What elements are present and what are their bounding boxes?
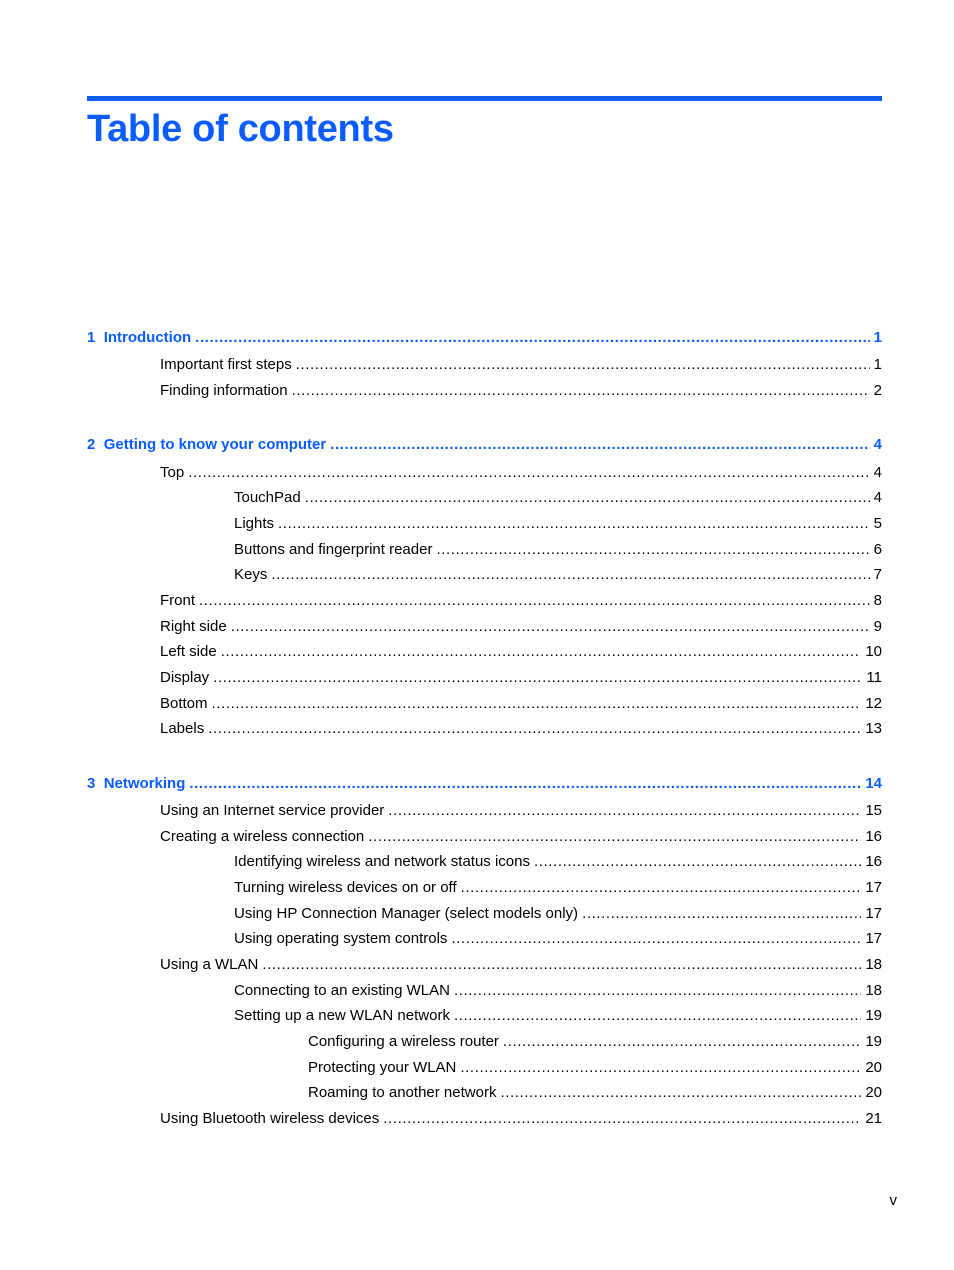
leader-dots (292, 380, 870, 402)
toc-entry[interactable] (234, 903, 882, 925)
leader-dots (451, 928, 861, 950)
toc-page-number: 1 (873, 356, 882, 373)
leader-dots (278, 513, 870, 535)
toc-entry-title: Turning wireless devices on or off (234, 879, 457, 896)
toc-entry-title: Introduction (103, 329, 192, 346)
toc-page-number: 20 (865, 1084, 882, 1101)
toc-entry[interactable] (234, 487, 882, 509)
toc-entry-title: Finding information (160, 382, 288, 399)
toc-entry-title: Display (160, 669, 210, 686)
leader-dots (368, 826, 861, 848)
toc-entry-title: Using HP Connection Manager (select models only) (234, 905, 579, 922)
toc-entry-title: Front (160, 592, 196, 609)
leader-dots (383, 1108, 861, 1130)
toc-page-number: 21 (865, 1110, 882, 1127)
toc-entry-title: Keys (234, 566, 268, 583)
leader-dots (208, 718, 861, 740)
leader-dots (582, 903, 861, 925)
toc-entry[interactable] (234, 539, 882, 561)
leader-dots (454, 1005, 861, 1027)
toc-entry-title: Setting up a new WLAN network (234, 1007, 450, 1024)
toc-entry-title: Lights (234, 515, 275, 532)
toc-entry-title: Left side (160, 643, 217, 660)
toc-entry[interactable] (234, 980, 882, 1002)
toc-page-number: 10 (865, 643, 882, 660)
toc-chapter[interactable] (87, 327, 882, 349)
toc-chapter[interactable] (87, 434, 882, 456)
toc-page-number: 17 (865, 879, 882, 896)
toc-entry[interactable] (234, 564, 882, 586)
leader-dots (262, 954, 861, 976)
toc-page-number: 16 (865, 828, 882, 845)
toc-entry-title: Networking (103, 775, 186, 792)
toc-entry[interactable] (160, 800, 882, 822)
toc-entry-title: Configuring a wireless router (308, 1033, 499, 1050)
toc-entry-title: Connecting to an existing WLAN (234, 982, 450, 999)
leader-dots (271, 564, 869, 586)
leader-dots (461, 877, 862, 899)
toc-page-number: 13 (865, 720, 882, 737)
toc-entry[interactable] (234, 851, 882, 873)
toc-page-number: 4 (873, 464, 882, 481)
toc-entry-title: Using operating system controls (234, 930, 448, 947)
toc-entry[interactable] (160, 954, 882, 976)
toc-entry[interactable] (234, 877, 882, 899)
toc-entry-title: Top (160, 464, 185, 481)
leader-dots (503, 1031, 861, 1053)
toc-entry-title: Protecting your WLAN (308, 1059, 457, 1076)
page-folio: v (889, 1192, 897, 1209)
toc-entry[interactable] (160, 718, 882, 740)
toc-page-number: 18 (865, 956, 882, 973)
chapter-number: 1 (87, 329, 96, 346)
toc-entry-title: TouchPad (234, 489, 301, 506)
toc-page-number: 20 (865, 1059, 882, 1076)
toc-page-number: 5 (873, 515, 882, 532)
leader-dots (213, 667, 862, 689)
leader-dots (296, 354, 870, 376)
leader-dots (189, 773, 861, 795)
toc-entry-title: Important first steps (160, 356, 292, 373)
toc-entry[interactable] (308, 1057, 882, 1079)
toc-entry-title: Roaming to another network (308, 1084, 497, 1101)
toc-entry[interactable] (160, 641, 882, 663)
toc-page-number: 4 (873, 436, 882, 453)
toc-page-number: 2 (873, 382, 882, 399)
toc-page-number: 17 (865, 930, 882, 947)
toc-entry-title: Right side (160, 618, 227, 635)
leader-dots (221, 641, 862, 663)
toc-entry[interactable] (234, 928, 882, 950)
leader-dots (199, 590, 870, 612)
toc-page-number: 15 (865, 802, 882, 819)
leader-dots (388, 800, 861, 822)
leader-dots (212, 693, 862, 715)
toc-entry[interactable] (234, 513, 882, 535)
leader-dots (534, 851, 861, 873)
toc-page-number: 9 (873, 618, 882, 635)
leader-dots (195, 327, 869, 349)
toc-page-number: 11 (866, 669, 882, 686)
toc-page-number: 4 (873, 489, 882, 506)
toc-entry[interactable] (234, 1005, 882, 1027)
toc-entry-title: Buttons and fingerprint reader (234, 541, 433, 558)
toc-entry-title: Identifying wireless and network status icons (234, 853, 530, 870)
toc-entry[interactable] (160, 693, 882, 715)
toc-page-number: 8 (873, 592, 882, 609)
toc-entry[interactable] (160, 667, 882, 689)
toc-entry[interactable] (308, 1031, 882, 1053)
toc-entry-title: Getting to know your computer (103, 436, 327, 453)
leader-dots (460, 1057, 861, 1079)
toc-entry-title: Bottom (160, 695, 208, 712)
toc-entry[interactable] (160, 826, 882, 848)
toc-entry-title: Using an Internet service provider (160, 802, 385, 819)
toc-entry[interactable] (160, 462, 882, 484)
leader-dots (454, 980, 861, 1002)
chapter-number: 2 (87, 436, 96, 453)
leader-dots (305, 487, 870, 509)
leader-dots (436, 539, 869, 561)
toc-entry-title: Labels (160, 720, 205, 737)
toc-page-number: 17 (865, 905, 882, 922)
leader-dots (231, 616, 870, 638)
toc-entry-title: Using Bluetooth wireless devices (160, 1110, 380, 1127)
toc-page-number: 18 (865, 982, 882, 999)
toc-page-number: 19 (865, 1007, 882, 1024)
title-rule (87, 96, 882, 101)
toc-entry-title: Using a WLAN (160, 956, 259, 973)
toc-entry[interactable] (160, 616, 882, 638)
toc-entry[interactable] (160, 380, 882, 402)
toc-page-number: 14 (865, 775, 882, 792)
leader-dots (500, 1082, 861, 1104)
toc-page-number: 1 (873, 329, 882, 346)
chapter-number: 3 (87, 775, 96, 792)
toc-entry[interactable] (160, 354, 882, 376)
toc-page-number: 19 (865, 1033, 882, 1050)
toc-entry[interactable] (160, 590, 882, 612)
leader-dots (330, 434, 869, 456)
toc-page-number: 6 (873, 541, 882, 558)
toc-entry[interactable] (308, 1082, 882, 1104)
toc-page-number: 16 (865, 853, 882, 870)
leader-dots (188, 462, 869, 484)
toc-page-number: 7 (873, 566, 882, 583)
page-title: Table of contents (87, 108, 394, 150)
toc-entry[interactable] (160, 1108, 882, 1130)
toc-chapter[interactable] (87, 773, 882, 795)
toc-entry-title: Creating a wireless connection (160, 828, 365, 845)
toc-page-number: 12 (865, 695, 882, 712)
